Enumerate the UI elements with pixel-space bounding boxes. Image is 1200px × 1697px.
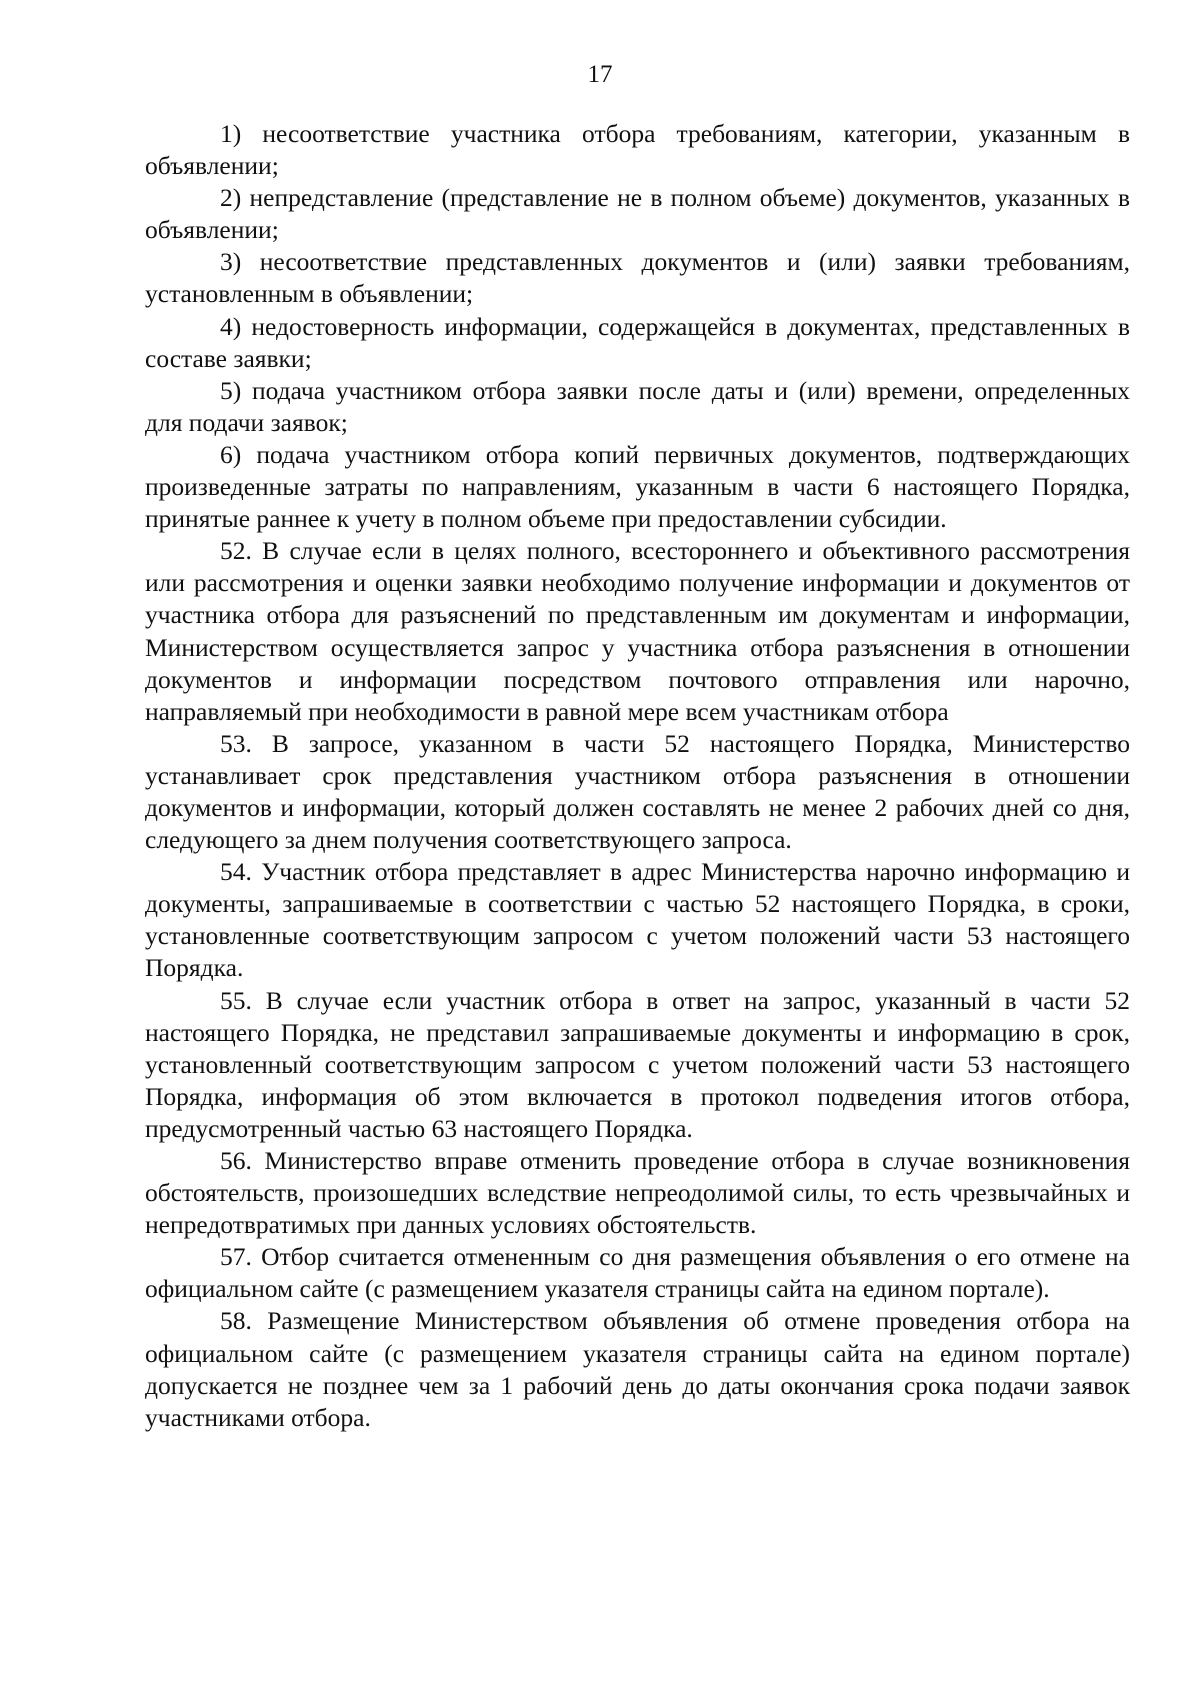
list-item-5: 5) подача участником отбора заявки после даты и (или) времени, определенных для подачи заявок; — [145, 375, 1130, 437]
paragraph-56: 56. Министерство вправе отменить проведение отбора в случае возникновения обстоятельств, произошедших вследствие непреодолимой силы, то есть чрезвычайных и непредотвратимых при данных условиях обстоятельств. — [145, 1146, 1130, 1240]
list-item-4: 4) недостоверность информации, содержащейся в документах, представленных в составе заявки; — [145, 311, 1130, 373]
paragraph-58: 58. Размещение Министерством объявления об отмене проведения отбора на официальном сайте (с размещением указателя страницы сайта на едином портале) допускается не позднее чем за 1 рабочий день до даты окончания срока подачи заявок участниками отбора. — [145, 1306, 1130, 1432]
paragraph-55: 55. В случае если участник отбора в ответ на запрос, указанный в части 52 настоящего Порядка, не представил запрашиваемые документы и информацию в срок, установленный соответствующим запросом с учетом положений части 53 настоящего Порядка, информация об этом включается в протокол подведения итогов отбора, предусмотренный частью 63 настоящего Порядка. — [145, 985, 1130, 1143]
list-item-1: 1) несоответствие участника отбора требованиям, категории, указанным в объявлении; — [145, 119, 1130, 181]
paragraph-53: 53. В запросе, указанном в части 52 настоящего Порядка, Министерство устанавливает срок представления участником отбора разъяснения в отношении документов и информации, который должен составлять не менее 2 рабочих дней со дня, следующего за днем получения соответствующего запроса. — [145, 728, 1130, 855]
list-item-3: 3) несоответствие представленных документов и (или) заявки требованиям, установленным в объявлении; — [145, 247, 1130, 309]
list-item-6: 6) подача участником отбора копий первичных документов, подтверждающих произведенные затраты по направлениям, указанным в части 6 настоящего Порядка, принятые раннее к учету в полном объеме при предоставлении субсидии. — [145, 439, 1130, 534]
paragraph-57: 57. Отбор считается отмененным со дня размещения объявления о его отмене на официальном сайте (с размещением указателя страницы сайта на едином портале). — [145, 1242, 1130, 1304]
page-number: 17 — [587, 61, 613, 88]
paragraph-52: 52. В случае если в целях полного, всестороннего и объективного рассмотрения или рассмотрения и оценки заявки необходимо получение информации и документов от участника отбора для разъяснений по представленным им документам и информации, Министерством осуществляется запрос у участника отбора разъяснения в отношении документов и информации посредством почтового отправления или нарочно, направляемый при необходимости в равной мере всем участникам отбора — [145, 536, 1130, 726]
document-body — [145, 118, 1130, 1434]
list-item-2: 2) непредставление (представление не в полном объеме) документов, указанных в объявлении; — [145, 183, 1130, 245]
paragraph-54: 54. Участник отбора представляет в адрес Министерства нарочно информацию и документы, запрашиваемые в соответствии с частью 52 настоящего Порядка, в сроки, установленные соответствующим запросом с учетом положений части 53 настоящего Порядка. — [145, 857, 1130, 983]
